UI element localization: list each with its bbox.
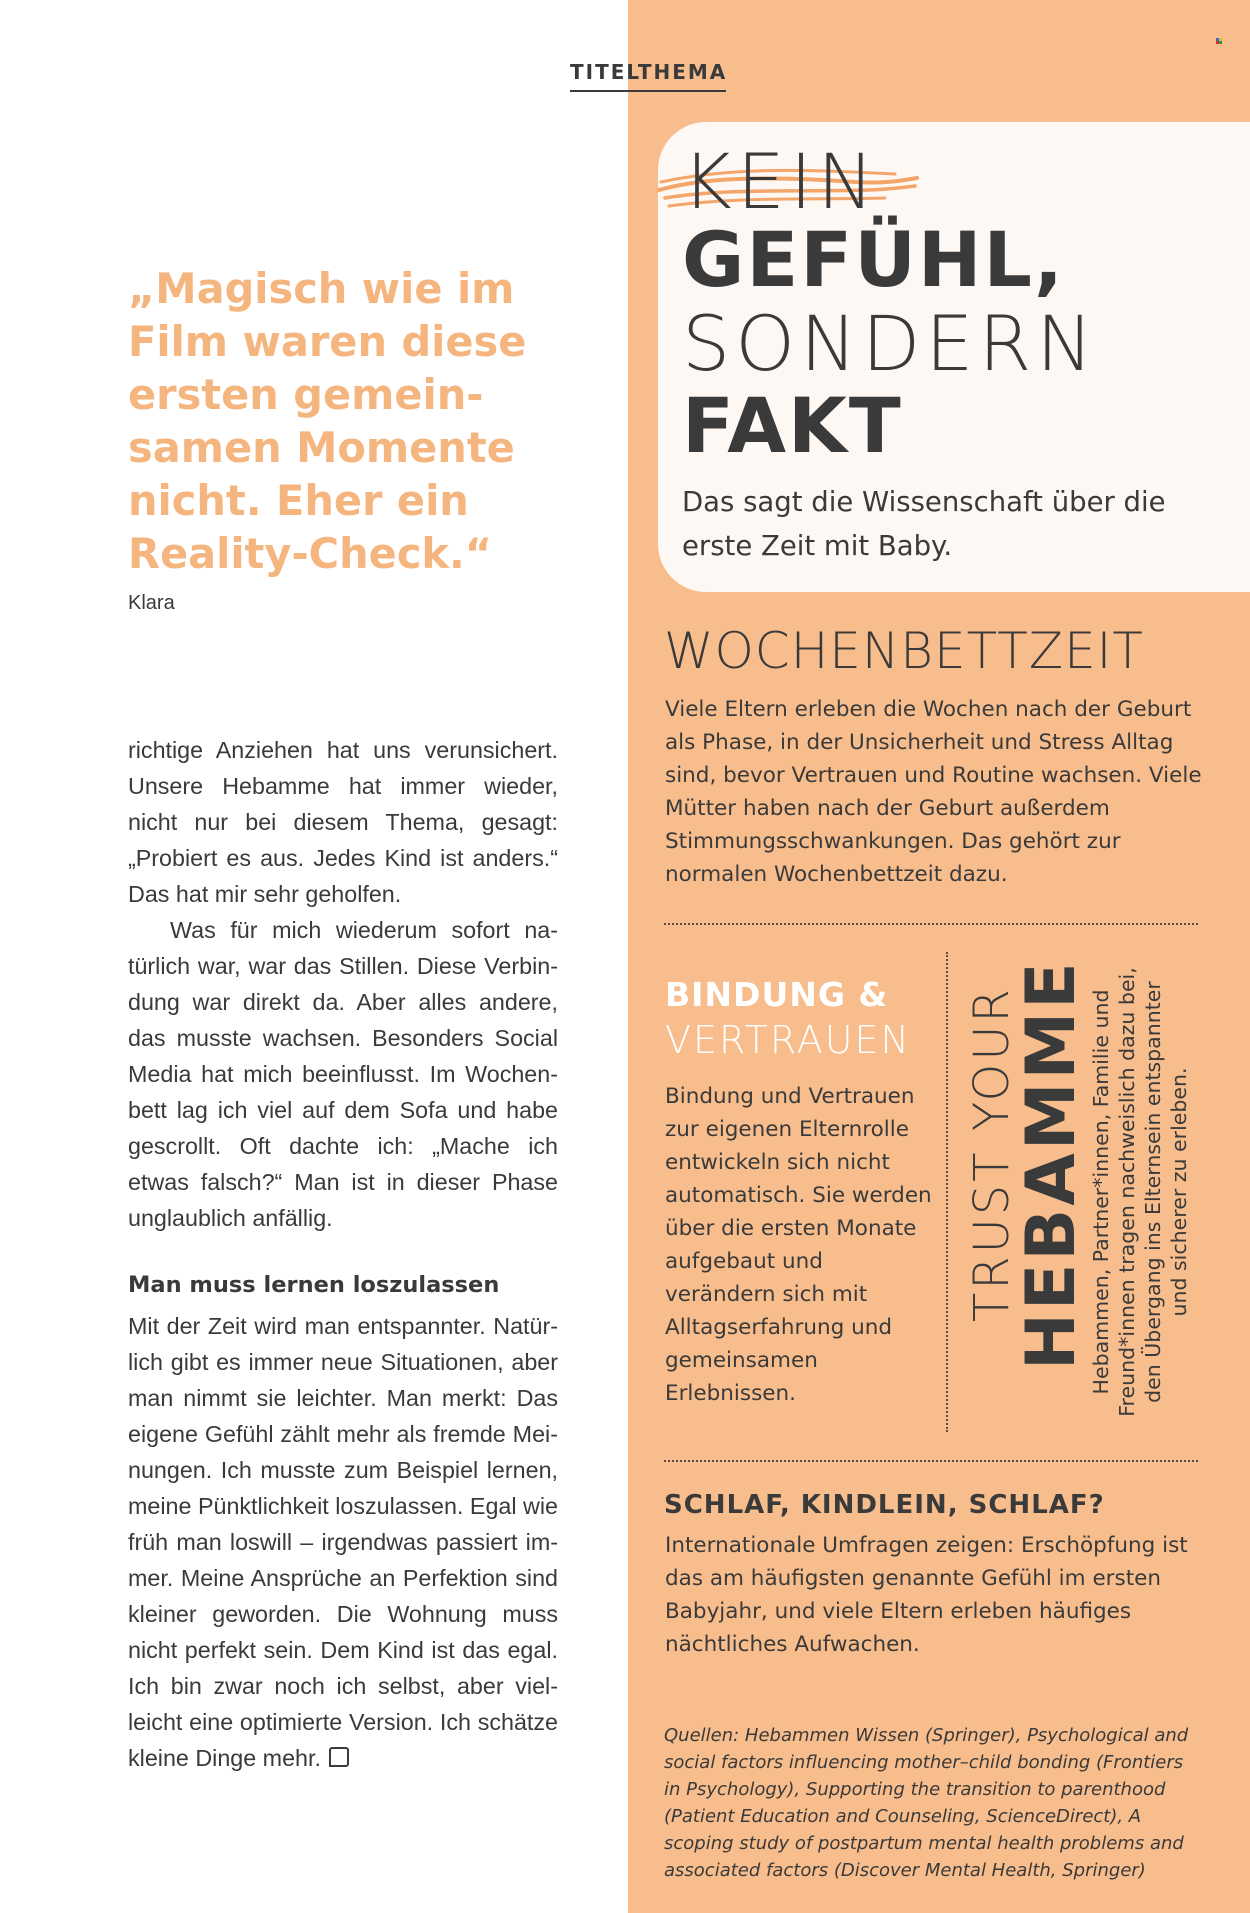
article-paragraph-text: Mit der Zeit wird man entspannter. Natürlich gibt es immer neue Situationen, aber man nimmt sie leichter. Man merkt: Das eigene Gefühl zählt mehr als fremde Meinungen. Ich musste zum Beispiel lernen, meine Pünktlichkeit loszulassen. Egal wie früh man loswill – irgendwas passiert immer. Meine Ansprüche an Perfektion sind kleiner geworden. Die Wohnung muss nicht perfekt sein. Dem Kind ist das egal. Ich bin zwar noch ich selbst, aber vielleicht eine optimierte Version. Ich schätze kleine Dinge mehr. xyxy=(128,1313,558,1771)
section-title-schlaf: SCHLAF, KINDLEIN, SCHLAF? xyxy=(664,1490,1105,1520)
pull-quote: „Magisch wie im Film waren diese ersten gemein-samen Momente nicht. Eher ein Reality-Check.“ xyxy=(128,264,527,578)
feature-title-kein: KEIN xyxy=(682,137,880,226)
quote-author: Klara xyxy=(128,592,175,614)
article-paragraph-final xyxy=(128,1308,558,1776)
section-title-vertrauen: VERTRAUEN xyxy=(665,1018,911,1062)
section-text-bindung: Bindung und Vertrauen zur eigenen Elternrolle entwickeln sich nicht automatisch. Sie werden über die ersten Monate aufgebaut und verändern sich mit Alltagserfahrung und gemeinsamen Erlebnissen. xyxy=(665,1084,932,1406)
section-title-wochenbettzeit: WOCHENBETTZEIT xyxy=(664,622,1144,680)
article-paragraph: richtige Anziehen hat uns verunsichert. Unsere Hebamme hat immer wieder, nicht nur bei diesem Thema, gesagt: „Probiert es aus. Jedes Kind ist anders.“ Das hat mir sehr geholfen. xyxy=(128,737,558,907)
article-body-bottom xyxy=(128,1308,558,1776)
feature-title-gefuehl: GEFÜHL, xyxy=(682,215,1065,304)
feature-subtitle: Das sagt die Wissenschaft über die erste Zeit mit Baby. xyxy=(682,486,1166,562)
sidebar-trust-your: TRUST YOUR xyxy=(964,986,1020,1322)
section-text-schlaf: Internationale Umfragen zeigen: Erschöpfung ist das am häufigsten genannte Gefühl im ersten Babyjahr, und viele Eltern erleben häufiges nächtliches Aufwachen. xyxy=(665,1533,1188,1657)
dotted-divider xyxy=(664,923,1198,925)
section-title-bindung: BINDUNG & xyxy=(665,975,889,1014)
sources-note: Quellen: Hebammen Wissen (Springer), Psychological and social factors influencing mother–child bonding (Frontiers in Psychology), Supporting the transition to parenthood (Patient Education and Counseling, ScienceDirect), A scoping study of postpartum mental health problems and associated factors (Discover Mental Health, Springer) xyxy=(664,1725,1189,1881)
sidebar-text: Hebammen, Partner*innen, Familie und Freund*innen tragen nachweislich dazu bei, den Übergang ins Elternsein entspannter und sicherer zu erleben. xyxy=(1089,967,1191,1417)
vertical-dotted-divider xyxy=(946,952,948,1432)
article-subheading: Man muss lernen loszulassen xyxy=(128,1272,500,1298)
feature-title-fakt: FAKT xyxy=(682,381,903,470)
dotted-divider xyxy=(664,1460,1198,1462)
sidebar-hebamme: HEBAMME xyxy=(1012,959,1091,1370)
article-paragraph: Was für mich wiederum sofort natürlich war, war das Stillen. Diese Verbindung war direkt da. Aber alles andere, das musste wachsen. Besonders Social Media hat mich beeinflusst. Im Wochenbett lag ich viel auf dem Sofa und habe gescrollt. Oft dachte ich: „Mache ich etwas falsch?“ Man ist in dieser Phase unglaublich anfällig. xyxy=(128,917,558,1231)
article-body-top xyxy=(128,732,558,1236)
print-registration-marks xyxy=(1216,38,1226,46)
feature-title-sondern: SONDERN xyxy=(682,299,1099,388)
section-kicker: TITELTHEMA xyxy=(570,60,726,92)
section-text-wochenbettzeit: Viele Eltern erleben die Wochen nach der Geburt als Phase, in der Unsicherheit und Stress Alltag sind, bevor Vertrauen und Routine wachsen. Viele Mütter haben nach der Geburt außerdem Stimmungsschwankungen. Das gehört zur normalen Wochenbettzeit dazu. xyxy=(665,697,1202,887)
end-of-article-icon xyxy=(329,1747,349,1767)
